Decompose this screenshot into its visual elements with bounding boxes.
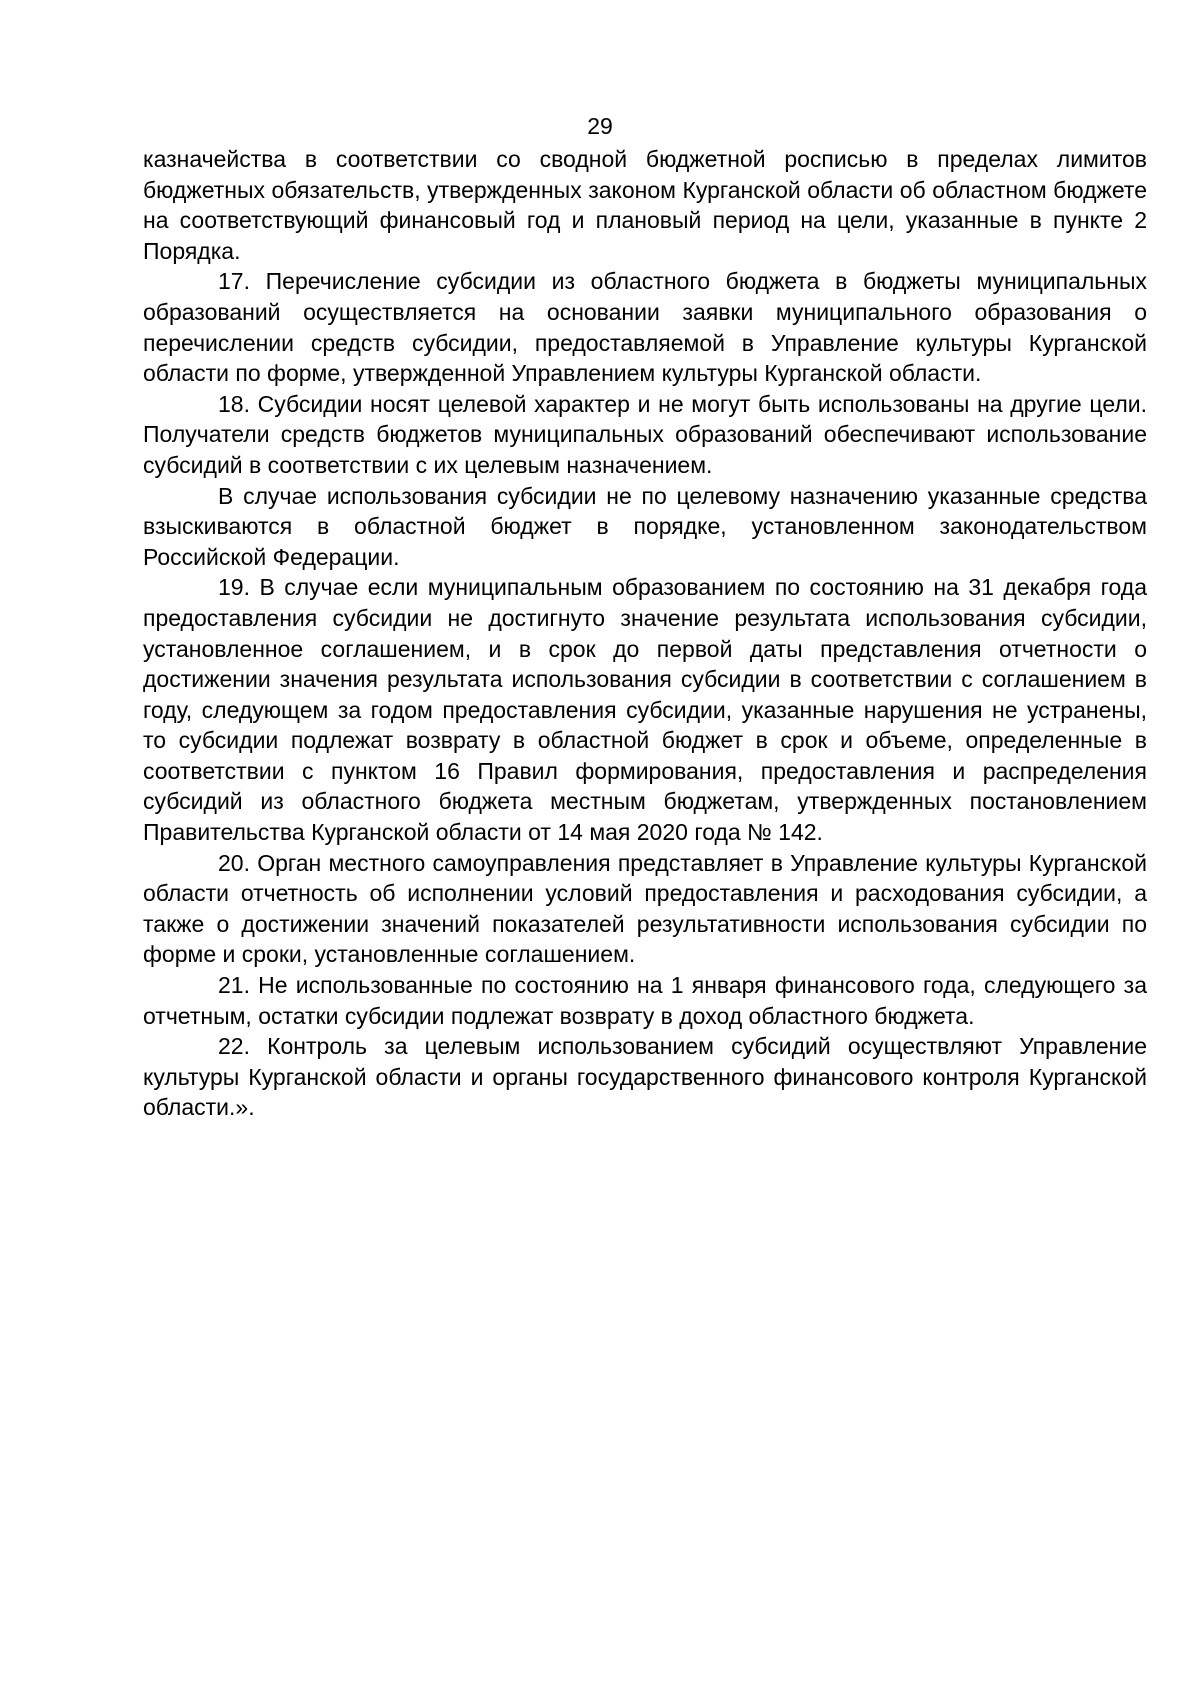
paragraph-20: 20. Орган местного самоуправления представляет в Управление культуры Курганской области отчетность об исполнении условий предоставления и расходования субсидии, а также о достижении значений показателей результативности использования субсидии по форме и сроки, установленные соглашением. [143, 849, 1147, 968]
paragraph-18: 18. Субсидии носят целевой характер и не могут быть использованы на другие цели. Получатели средств бюджетов муниципальных образований обеспечивают использование субсидий в соответствии с их целевым назначением. [143, 390, 1147, 478]
paragraph-continuation: казначейства в соответствии со сводной бюджетной росписью в пределах лимитов бюджетных обязательств, утвержденных законом Курганской области об областном бюджете на соответствующий финансовый год и плановый период на цели, указанные в пункте 2 Порядка. [143, 146, 1147, 264]
document-body [143, 144, 1147, 1123]
paragraph-18-misuse: В случае использования субсидии не по целевому назначению указанные средства взыскиваются в областной бюджет в порядке, установленном законодательством Российской Федерации. [143, 482, 1147, 570]
paragraph-21: 21. Не использованные по состоянию на 1 января финансового года, следующего за отчетным, остатки субсидии подлежат возврату в доход областного бюджета. [143, 972, 1147, 1029]
paragraph-17: 17. Перечисление субсидии из областного бюджета в бюджеты муниципальных образований осуществляется на основании заявки муниципального образования о перечислении средств субсидии, предоставляемой в Управление культуры Курганской области по форме, утвержденной Управлением культуры Курганской области. [143, 268, 1147, 387]
page-number: 29 [587, 113, 613, 139]
paragraph-19: 19. В случае если муниципальным образованием по состоянию на 31 декабря года предоставления субсидии не достигнуто значение результата использования субсидии, установленное соглашением, и в срок до первой даты представления отчетности о достижении значения результата использования субсидии в соответствии с соглашением в году, следующем за годом предоставления субсидии, указанные нарушения не устранены, то субсидии подлежат возврату в областной бюджет в срок и объеме, определенные в соответствии с пунктом 16 Правил формирования, предоставления и распределения субсидий из областного бюджета местным бюджетам, утвержденных постановлением Правительства Курганской области от 14 мая 2020 года № 142. [143, 574, 1147, 846]
paragraph-22: 22. Контроль за целевым использованием субсидий осуществляют Управление культуры Курганской области и органы государственного финансового контроля Курганской области.». [143, 1033, 1147, 1121]
